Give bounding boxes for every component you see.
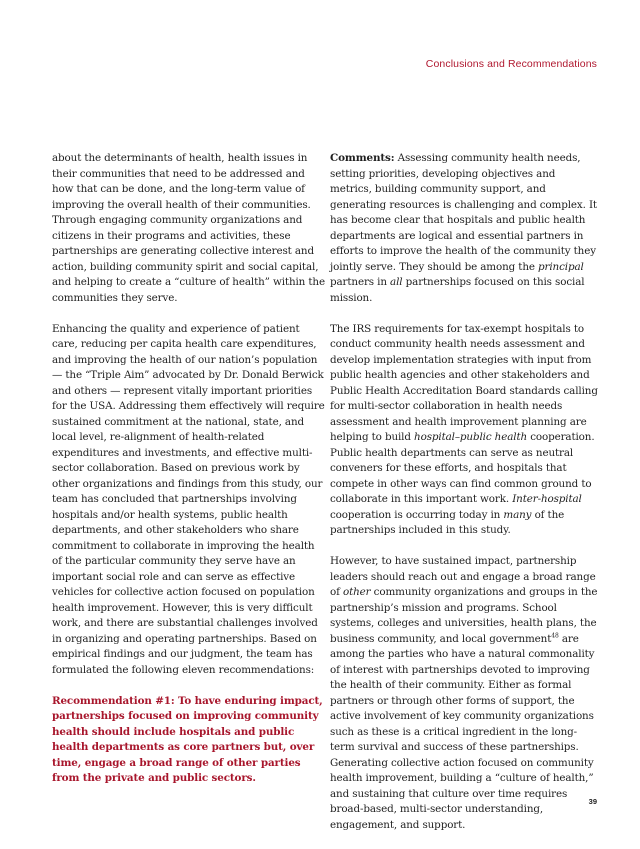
- right-column: [330, 151, 598, 849]
- recommendation-1: Recommendation #1: To have enduring impact, partnerships focused on improving community health should include hospitals and public health departments as core partners but, over time, engage a broad range of other parties from the private and public sectors.: [52, 694, 323, 784]
- comments-label: Comments:: [330, 152, 395, 164]
- emphasis-all: all: [390, 276, 403, 288]
- text-run: partners in: [330, 276, 391, 288]
- paragraph-irs-requirements: [330, 322, 598, 539]
- page-number: 39: [588, 797, 597, 806]
- text-run: Assessing community health needs, setting priorities, developing objectives and metrics, building community support, and generating resources is challenging and complex. It has become clear that hospitals and public health departments are logical and essential partners in efforts to improve the health of the community they jointly serve. They should be among the: [330, 152, 597, 273]
- emphasis-principal: principal: [538, 260, 584, 273]
- text-run: of the partnerships included in this study.: [330, 508, 565, 536]
- text-run: The IRS requirements for tax-exempt hospitals to conduct community health needs assessment and develop implementation strategies with input from public health agencies and other stakeholders and Public Health Accreditation Board standards calling for multi-sector collaboration in health needs assessment and health improvement planning are helping to build: [330, 322, 598, 443]
- left-column: [52, 151, 326, 802]
- text-run: cooperation is occurring today in: [330, 508, 504, 521]
- text-run: community organizations and groups in the partnership’s mission and programs. School systems, colleges and universities, health plans, the business community, and local government: [330, 586, 598, 645]
- paragraph-determinants: about the determinants of health, health issues in their communities that need to be addressed and how that can be done, and the long-term value of improving the overall health of their communities. Through engaging community organizations and citizens in their programs and activities, these partnerships are generating collective interest and action, building community spirit and social capital, and helping to create a “culture of health” within the communities they serve.: [52, 152, 325, 304]
- footnote-ref-48[interactable]: 48: [551, 632, 559, 640]
- text-run: are among the parties who have a natural commonality of interest with partnerships devoted to improving the health of their community. Either as formal partners or through other forms of support, the active involvement of key community organizations such as these is a critical ingredient in the long-term survival and success of these partnerships. Generating collective action focused on community health improvement, building a “culture of health,” and sustaining that culture over time requires broad-based, multi-sector understanding, engagement, and support.: [330, 632, 595, 831]
- section-header: Conclusions and Recommendations: [425, 58, 597, 70]
- text-run: partnerships focused on this social mission.: [330, 276, 585, 304]
- emphasis-many: many: [503, 508, 532, 521]
- text-run: However, to have sustained impact, partnership leaders should reach out and engage a broad range of: [330, 555, 596, 598]
- emphasis-hospital-public-health: hospital–public health: [414, 431, 528, 443]
- paragraph-sustained-impact: [330, 554, 598, 833]
- paragraph-comments: [330, 151, 598, 306]
- text-run: cooperation. Public health departments can serve as neutral conveners for these efforts, and hospitals that compete in other ways can find common ground to collaborate in this important work.: [330, 431, 595, 505]
- paragraph-triple-aim: Enhancing the quality and experience of patient care, reducing per capita health care expenditures, and improving the health of our nation’s population — the “Triple Aim” advocated by Dr. Donald Berwick and others — represent vitally important priorities for the USA. Addressing them effectively will require sustained commitment at the national, state, and local level, re-alignment of health-related expenditures and investments, and effective multi-sector collaboration. Based on previous work by other organizations and findings from this study, our team has concluded that partnerships involving hospitals and/or health systems, public health departments, and other stakeholders who share commitment to collaborate in improving the health of the particular community they serve have an important social role and can serve as effective vehicles for collective action focused on population health improvement. However, this is very difficult work, and there are substantial challenges involved in organizing and operating partnerships. Based on empirical findings and our judgment, the team has formulated the following eleven recommendations:: [52, 322, 325, 676]
- emphasis-inter-hospital: Inter-hospital: [512, 493, 582, 505]
- emphasis-other: other: [342, 586, 371, 598]
